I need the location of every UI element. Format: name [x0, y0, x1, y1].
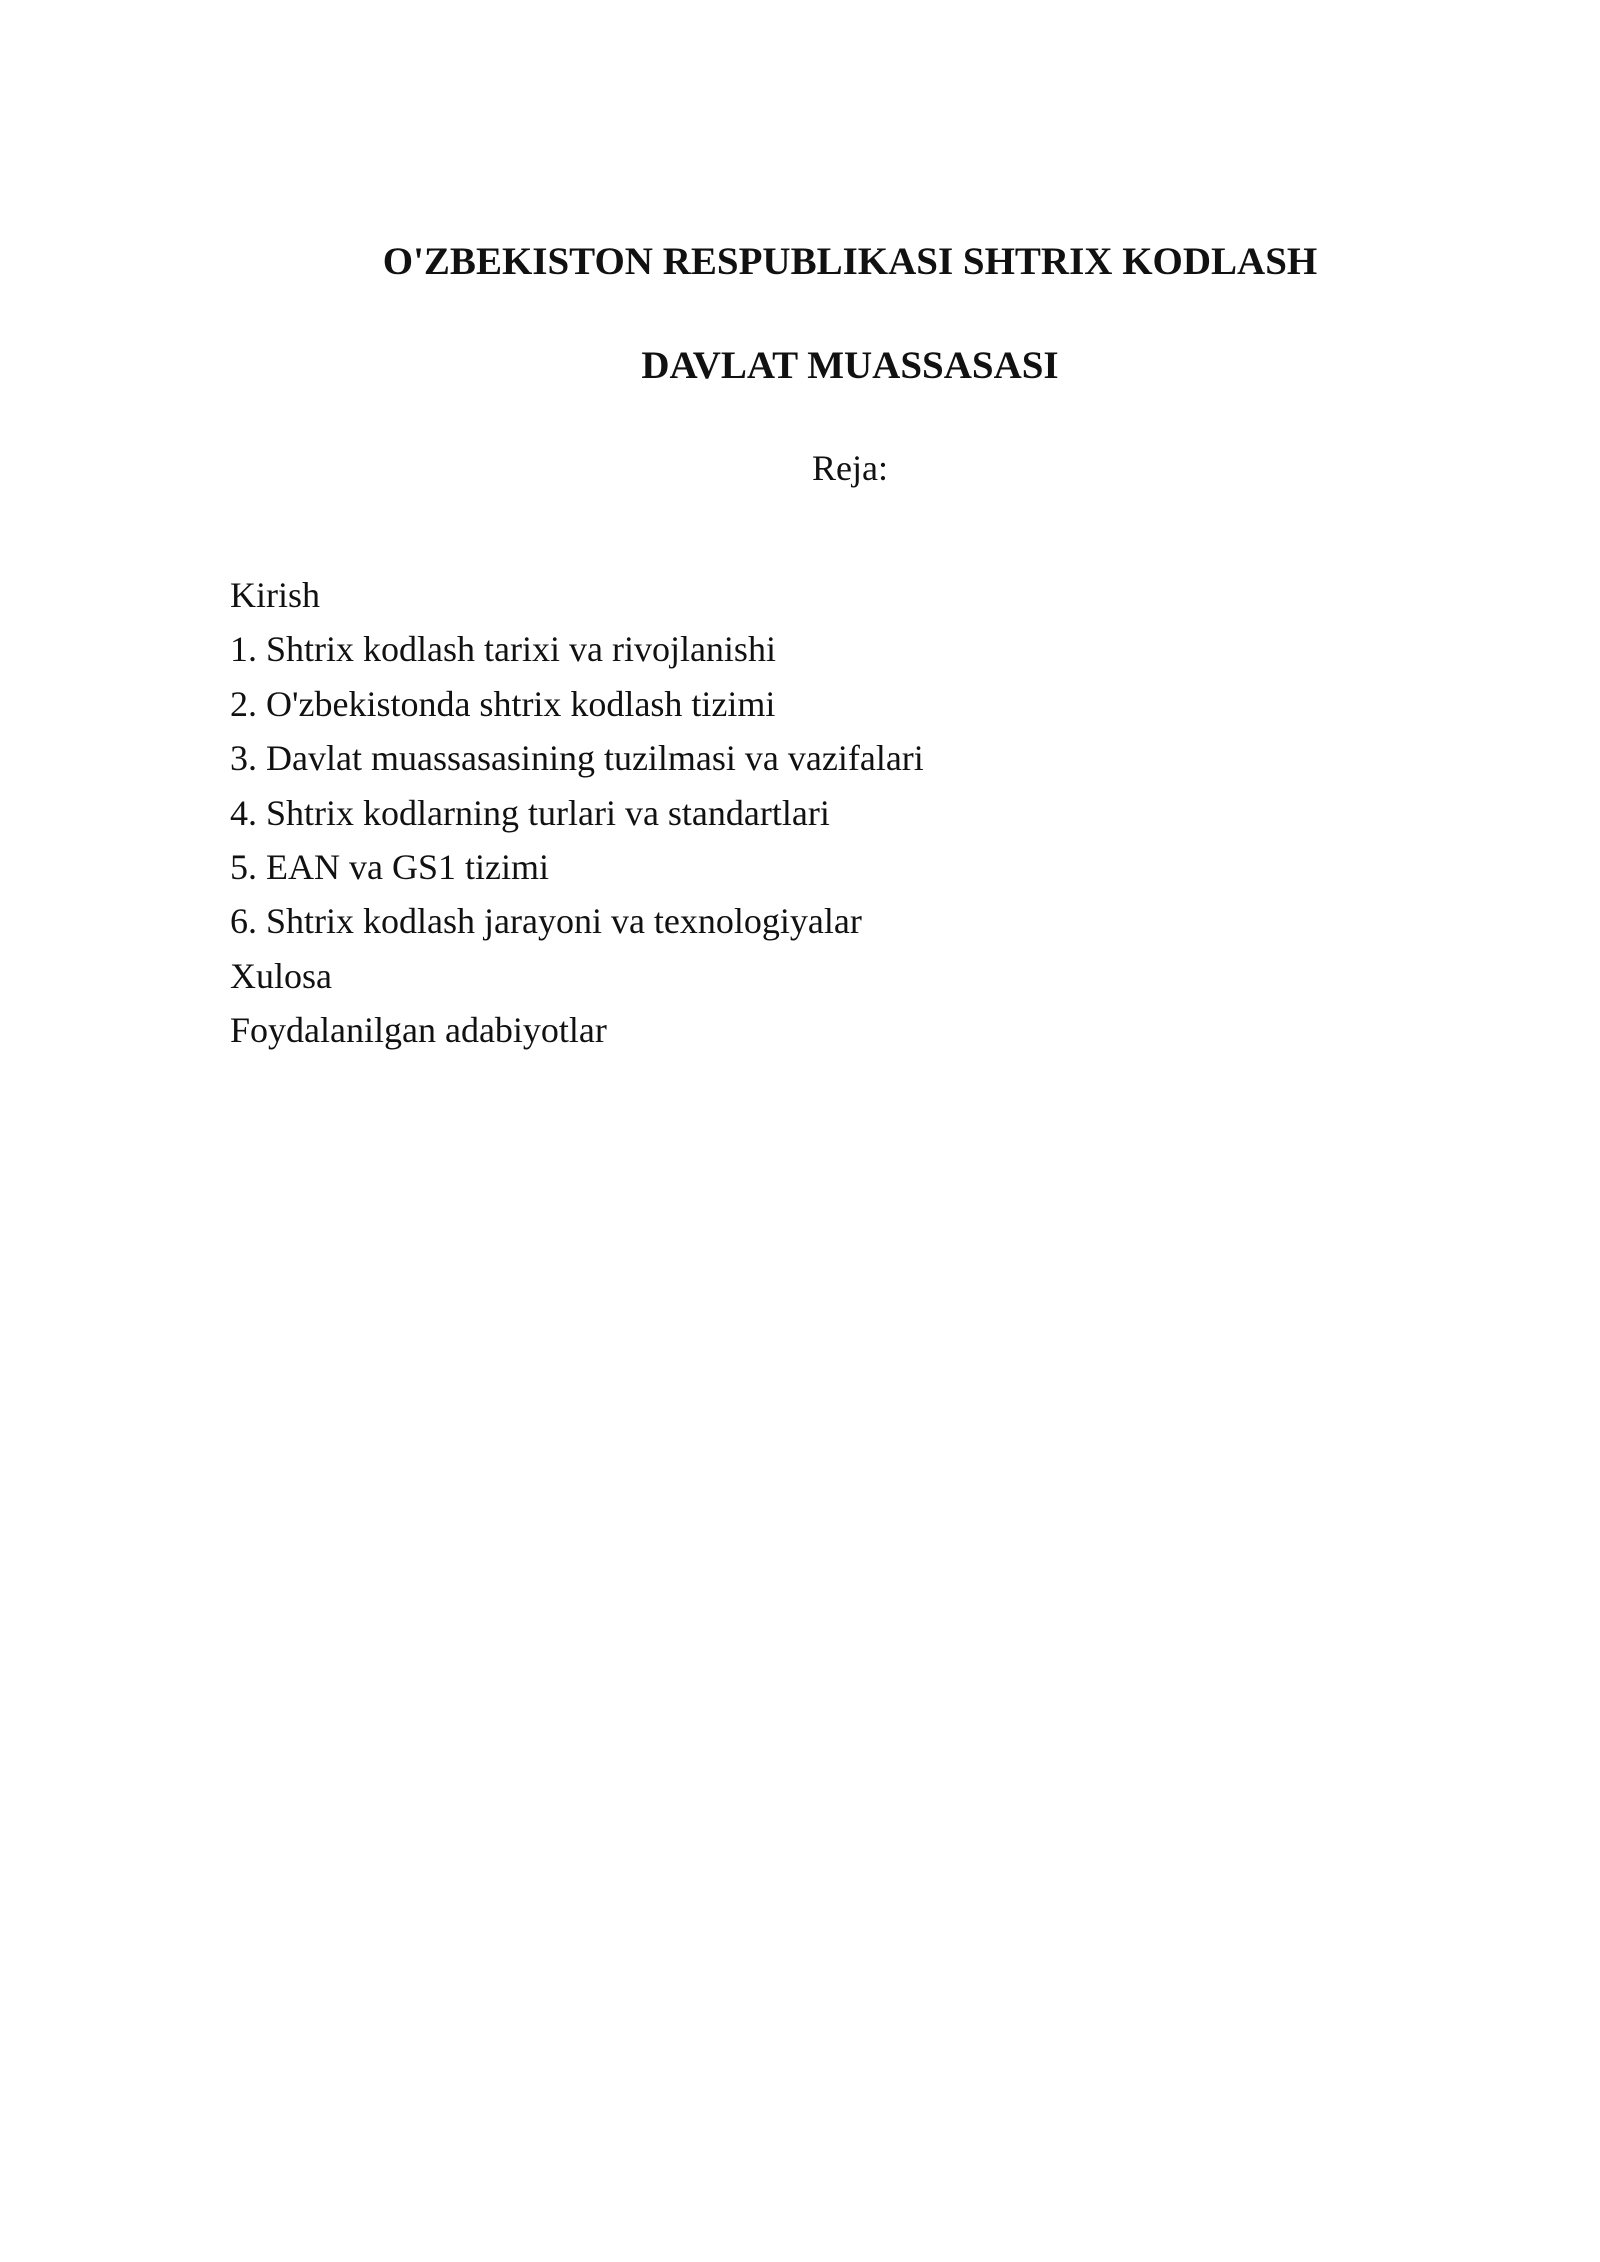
document-title-line-1: O'ZBEKISTON RESPUBLIKASI SHTRIX KODLASH — [382, 240, 1318, 283]
toc-item-3: 3. Davlat muassasasining tuzilmasi va vazifalari — [230, 738, 924, 779]
document-title-line-2: DAVLAT MUASSASASI — [641, 344, 1059, 387]
toc-item-2: 2. O'zbekistonda shtrix kodlash tizimi — [230, 683, 776, 724]
toc-item-introduction: Kirish — [230, 575, 320, 615]
plan-heading: Reja: — [812, 448, 888, 488]
table-of-contents — [230, 568, 924, 1058]
toc-item-4: 4. Shtrix kodlarning turlari va standartlari — [230, 792, 830, 833]
toc-item-5: 5. EAN va GS1 tizimi — [230, 847, 549, 888]
toc-item-conclusion: Xulosa — [230, 955, 332, 996]
toc-item-1: 1. Shtrix kodlash tarixi va rivojlanishi — [230, 629, 776, 670]
toc-item-references: Foydalanilgan adabiyotlar — [230, 1010, 607, 1051]
toc-item-6: 6. Shtrix kodlash jarayoni va texnologiyalar — [230, 901, 862, 942]
